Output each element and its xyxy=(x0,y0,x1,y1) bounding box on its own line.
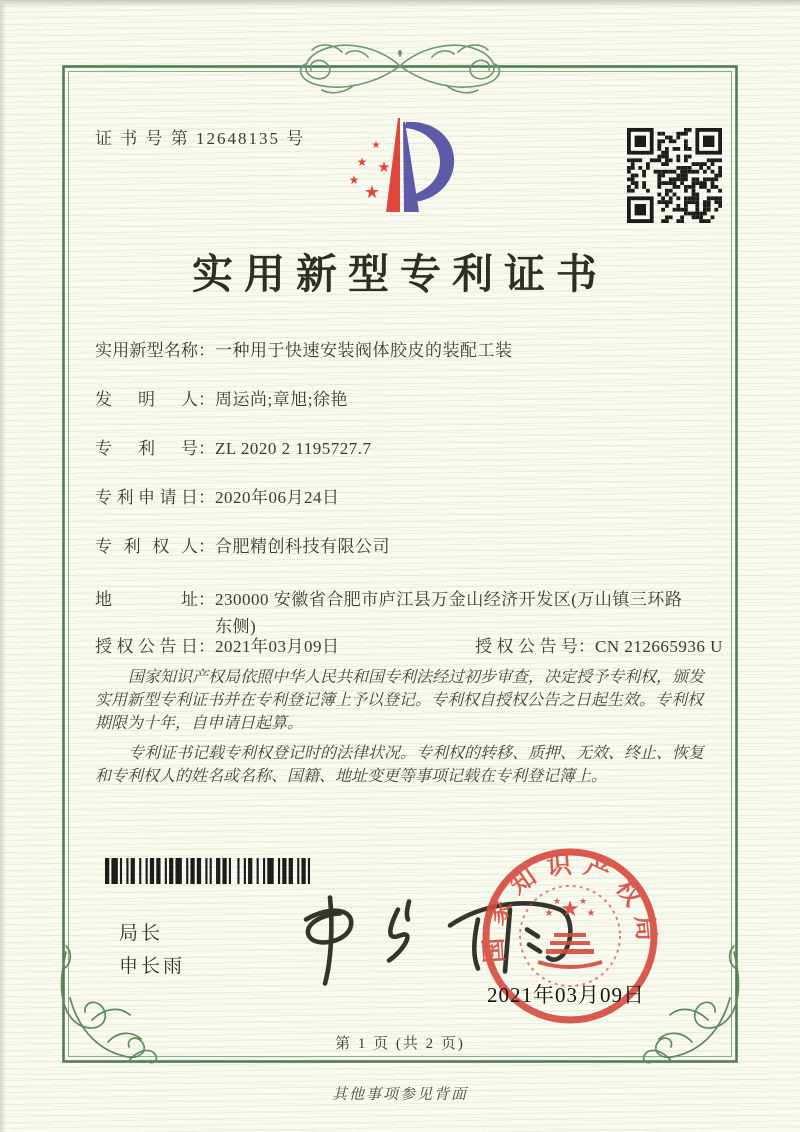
colon: ： xyxy=(198,341,215,360)
field-row-patentee xyxy=(95,537,709,557)
grant-date-value: 2021年03月09日 xyxy=(215,637,340,656)
colon: ： xyxy=(198,390,215,409)
field-label: 专利权人 xyxy=(95,537,198,556)
field-label: 实用新型名称 xyxy=(95,341,198,360)
grant-no-value: CN 212665936 U xyxy=(595,637,723,656)
colon: ： xyxy=(198,590,215,609)
legal-paragraph-2: 专利证书记载专利权登记时的法律状况。专利权的转移、质押、无效、终止、恢复和专利权人的姓名或名称、国籍、地址变更等事项记载在专利登记簿上。 xyxy=(95,745,705,785)
colon: ： xyxy=(578,637,595,656)
colon: ： xyxy=(198,439,215,458)
logo-stars xyxy=(349,140,391,203)
field-row-name xyxy=(95,341,709,361)
field-value: 2020年06月24日 xyxy=(215,488,340,507)
signer-title: 局长 xyxy=(119,923,164,944)
back-note: 其他事项参见背面 xyxy=(331,1087,468,1103)
field-label: 地址 xyxy=(95,590,198,609)
svg-text:★: ★ xyxy=(544,908,554,919)
colon: ： xyxy=(198,488,215,507)
field-row-address xyxy=(95,586,709,640)
page-number: 第 1 页 (共 2 页) xyxy=(335,1036,465,1052)
field-value: 230000 安徽省合肥市庐江县万金山经济开发区(万山镇三环路东侧) xyxy=(215,590,683,636)
grant-date-label: 授权公告日 xyxy=(95,637,198,656)
certificate-title: 实用新型专利证书 xyxy=(192,251,608,297)
svg-text:★: ★ xyxy=(560,897,580,922)
field-label: 专利号 xyxy=(95,439,198,458)
svg-text:★: ★ xyxy=(363,182,381,203)
legal-text xyxy=(95,666,711,795)
svg-text:★: ★ xyxy=(552,897,562,907)
top-flourish xyxy=(301,45,500,93)
field-label: 专利申请日 xyxy=(95,488,198,507)
colon: ： xyxy=(198,537,215,556)
certificate-number: 证 书 号 第 12648135 号 xyxy=(95,129,306,148)
field-row-patent-no xyxy=(95,439,709,459)
svg-text:★: ★ xyxy=(578,897,588,907)
svg-text:★: ★ xyxy=(377,158,391,176)
field-value: 一种用于快速安装阀体胶皮的装配工装 xyxy=(215,341,513,360)
field-value: 合肥精创科技有限公司 xyxy=(215,537,390,556)
svg-text:★: ★ xyxy=(586,908,596,919)
certificate-fields xyxy=(95,341,723,686)
seal-ring-text: 国家知识产权局 xyxy=(478,848,663,964)
field-row-grant xyxy=(95,637,723,657)
legal-paragraph-1: 国家知识产权局依照中华人民共和国专利法经过初步审查，决定授予专利权，颁发实用新型专利证书并在专利登记簿上予以登记。专利权自授权公告之日起生效。专利权期限为十年，自申请日起算。 xyxy=(95,669,705,732)
svg-text:★: ★ xyxy=(356,155,368,169)
grant-no-group xyxy=(475,637,723,657)
svg-text:★: ★ xyxy=(371,140,381,151)
field-value: 周运尚;章旭;徐艳 xyxy=(215,390,348,409)
seal-date: 2021年03月09日 xyxy=(487,983,645,1007)
field-row-inventors xyxy=(95,390,709,410)
grant-no-label: 授权公告号 xyxy=(475,637,578,656)
colon: ： xyxy=(198,637,215,656)
qr-code xyxy=(627,128,722,223)
field-row-filing-date xyxy=(95,488,709,508)
svg-text:★: ★ xyxy=(348,173,360,187)
field-label: 发明人 xyxy=(95,390,198,409)
signer-name: 申长雨 xyxy=(119,956,186,977)
field-value: ZL 2020 2 1195727.7 xyxy=(215,439,372,458)
seal-emblem xyxy=(520,886,620,986)
cnipa-logo xyxy=(342,114,462,218)
